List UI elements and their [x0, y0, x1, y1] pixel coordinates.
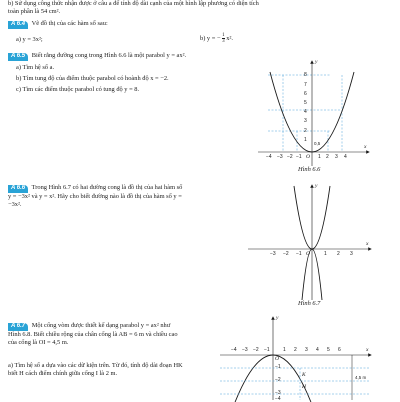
x-tick-neg3: −3 [242, 347, 248, 353]
exercise-title: Biết rằng đường cong trong Hình 6.6 là một parabol y = ax². [31, 52, 187, 59]
y-tick-8: 8 [304, 72, 307, 78]
figure-caption: Hình 6.6 [298, 166, 321, 173]
exercise-badge: A 6.7 [8, 323, 28, 331]
part-b-suffix: x². [226, 34, 233, 42]
origin-label: O [275, 356, 279, 362]
y-tick-5: 5 [304, 100, 307, 106]
origin-label: O [306, 251, 310, 257]
x-axis-label: x [366, 241, 369, 247]
x-tick-2: 2 [337, 251, 340, 257]
exercise-text: Một cổng vòm được thiết kế dạng parabol y = ax² như Hình 6.8. Biết chiều rộng của chân cổng là AB = 6 m và chiều cao của cổng là OI = 4,5 m. [8, 322, 178, 346]
y-tick-2: 2 [304, 128, 307, 134]
arch-curve [232, 355, 314, 402]
y-tick-neg4: −4 [275, 396, 281, 402]
point-h-label: H [302, 384, 306, 390]
exercise-6-4-part-a: a) y = 3x²; [16, 36, 43, 43]
exercise-6-4-part-b [200, 33, 233, 44]
exercise-badge: A 6.6 [8, 185, 28, 193]
exercise-6-7-part-a: a) Tìm hệ số a dựa vào các dữ kiện trên. Từ đó, tính độ dài đoạn HK biết H cách điểm chính giữa cổng I là 2 m. [8, 362, 183, 377]
y-tick-1: 1 [304, 137, 307, 143]
y-axis-label: y [315, 59, 318, 65]
x-tick-neg1: −1 [264, 347, 270, 353]
fraction [222, 33, 225, 44]
height-label: 4,5 m [355, 375, 367, 380]
x-tick-neg4: −4 [266, 154, 272, 160]
y-tick-3: 3 [304, 118, 307, 124]
y-tick-half: 0,5 [314, 141, 321, 146]
exercise-badge: A 6.5 [8, 53, 28, 61]
x-tick-neg3: −3 [277, 154, 283, 160]
x-tick-5: 5 [327, 347, 330, 353]
x-tick-neg1: −1 [296, 154, 302, 160]
y-axis-label: y [315, 183, 318, 189]
parabola-curve [270, 72, 354, 152]
y-tick-6: 6 [304, 91, 307, 97]
exercise-6-4-heading [8, 20, 108, 29]
parabola-up-curve [294, 186, 330, 249]
exercise-6-7 [8, 322, 184, 347]
exercise-6-5-heading [8, 52, 186, 61]
x-axis-label: x [364, 144, 367, 150]
exercise-6-6 [8, 184, 184, 209]
x-tick-6: 6 [338, 347, 341, 353]
y-tick-neg3: −3 [275, 390, 281, 396]
x-tick-neg2: −2 [253, 347, 259, 353]
guide-lines [220, 368, 370, 400]
y-tick-neg1: −1 [275, 364, 281, 370]
x-tick-neg4: −4 [231, 347, 237, 353]
x-tick-neg3: −3 [270, 251, 276, 257]
x-tick-4: 4 [316, 347, 319, 353]
fraction-numerator: 1 [222, 33, 225, 38]
fraction-denominator: 3 [222, 39, 225, 44]
point-k-label: K [302, 372, 306, 378]
exercise-text: Trong Hình 6.7 có hai đường cong là đồ thị của hai hàm số y = −3x² và y = x². Hãy cho biết đường nào là đồ thị của hàm số y = −3x². [8, 184, 183, 208]
guide-lines [268, 75, 342, 152]
exercise-6-5-part-c: c) Tìm các điểm thuộc parabol có tung độ y = 8. [16, 86, 140, 93]
x-tick-neg1: −1 [296, 251, 302, 257]
x-tick-neg2: −2 [283, 251, 289, 257]
x-tick-neg2: −2 [287, 154, 293, 160]
origin-label: O [306, 154, 310, 160]
x-tick-1: 1 [283, 347, 286, 353]
figure-caption: Hình 6.7 [298, 300, 321, 307]
x-axis-label: x [366, 347, 369, 353]
x-tick-2: 2 [294, 347, 297, 353]
exercise-badge: A 6.4 [8, 21, 28, 29]
x-tick-4: 4 [344, 154, 347, 160]
exercise-6-5-part-a: a) Tìm hệ số a. [16, 64, 55, 71]
y-tick-neg2: −2 [275, 377, 281, 383]
x-tick-3: 3 [350, 251, 353, 257]
intro-part-b-cont: toàn phần là 54 cm². [8, 8, 61, 15]
y-tick-7: 7 [304, 82, 307, 88]
y-tick-4: 4 [304, 109, 307, 115]
y-axis-label: y [276, 315, 279, 321]
x-tick-1: 1 [324, 251, 327, 257]
x-tick-1: 1 [318, 154, 321, 160]
parabola-down-curve [302, 249, 322, 300]
intro-part-b: b) Sử dụng công thức nhận được ở câu a để tính độ dài cạnh của một hình lập phương có diện tích [8, 0, 259, 7]
x-tick-2: 2 [326, 154, 329, 160]
exercise-title: Vẽ đồ thị của các hàm số sau: [31, 20, 108, 27]
part-b-prefix: b) y = − [200, 34, 221, 42]
x-tick-3: 3 [305, 347, 308, 353]
x-tick-3: 3 [335, 154, 338, 160]
exercise-6-5-part-b: b) Tìm tung độ của điểm thuộc parabol có hoành độ x = −2. [16, 75, 169, 82]
